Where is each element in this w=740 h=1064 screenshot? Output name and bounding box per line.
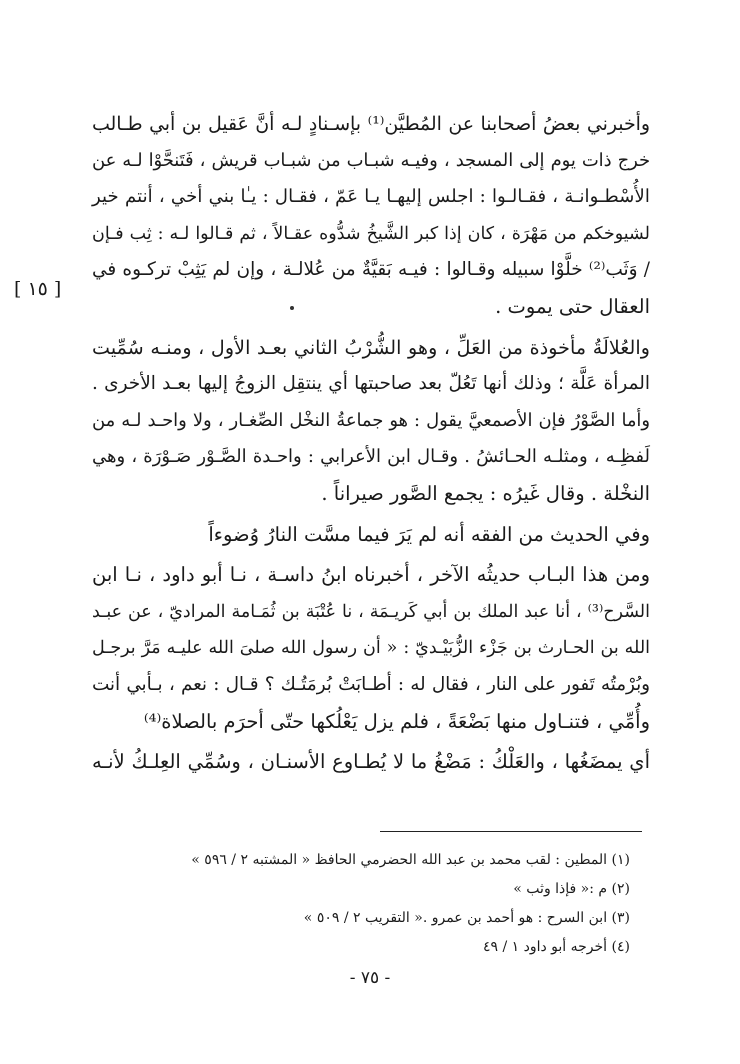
text-line: وفي الحديث من الفقه أنه لم يَرَ فيما مسَّت النارُ وُضوءاً <box>208 522 650 546</box>
footnote-3: (٣) ابن السرح : هو أحمد بن عمرو .« التقريب ٢ / ٥٠٩ » <box>303 910 630 926</box>
main-text <box>92 106 650 781</box>
footnote-separator <box>380 831 642 832</box>
text-line: الله بن الحـارث بن جَزْء الزُّبَيْـديّ : « أن رسول الله صلىَ الله عليـه مَرَّ برجـل <box>92 638 650 659</box>
paragraph-ulala <box>92 330 650 513</box>
text-line: وبُرْمتُه تَفور على النار ، فقال له : أطـابَتْ بُرمَتُـك ؟ قـال : نعم ، بـأبي أنت <box>92 673 650 695</box>
text-line: السَّرح⁽³⁾ ، أنا عبد الملك بن أبي كَريـمَة ، نا عُتْبَة بن ثُمَـامة المراديّ ، عن عبـد <box>92 601 650 622</box>
text-line: خرج ذات يوم إلى المسجد ، وفيـه شبـاب من شبـاب قريش ، فَتَنحَّوْا لـه عن <box>92 149 650 171</box>
footnote-2: (٢) م :« فإذا وثب » <box>513 881 630 897</box>
footnote-4: (٤) أخرجه أبو داود ١ / ٤٩ <box>482 939 630 955</box>
text-line: لَفظِـه ، ومثلـه الحـائشُ . وقـال ابن الأعرابي : واحـدة الصَّـوْر صَـوْرَة ، وهي <box>92 446 650 468</box>
text-line: الأُسْطـوانـة ، فقـالـوا : اجلس إليهـا يـا عَمّ ، فقـال : يـٰا بني أخي ، أنتم خير <box>92 186 650 208</box>
text-line: المرأة عَلَّة ؛ وذلك أنها تَعُلّ بعد صاحبتها أي ينتقِل الزوجُ إليها بعـد الأخرى . <box>92 373 650 395</box>
footnote-1: (١) المطين : لقب محمد بن عبد الله الحضرمي الحافظ « المشتبه ٢ / ٥٩٦ » <box>191 852 630 868</box>
paragraph-aqil-story <box>92 106 650 326</box>
text-line: / وَثَب⁽²⁾ خلَّوْا سبيله وقـالوا : فيـه بَقيَّةٌ من عُلالـة ، وإن لم يَثِبْ تركـوه في <box>92 259 650 281</box>
text-line: وأُمِّي ، فتنـاول منها بَضْعَةً ، فلم يزل يَعْلُكها حتّى أحرَم بالصلاة⁽⁴⁾ <box>143 709 650 733</box>
text-line: أي يمضَغُها ، والعَلْكُ : مَضْغُ ما لا يُطـاوع الأسنـان ، وسُمِّي العِلـكُ لأنـه <box>92 750 650 774</box>
text-line: وأخبرني بعضُ أصحابنا عن المُطيَّن⁽¹⁾ بإسـنادٍ لـه أنَّ عَقيل بن أبي طـالب <box>92 113 650 135</box>
text-line: وأما الصَّوْرُ فإن الأصمعيَّ يقول : هو جماعةُ النخْل الصِّغـار ، ولا واحـد لـه من <box>92 409 650 431</box>
paragraph-fiqh <box>92 517 650 554</box>
text-line: والعُلالَةُ مأخوذة من العَلِّ ، وهو الشُّرْبُ الثاني بعـد الأول ، ومنـه سُمِّيت <box>92 335 650 359</box>
text-line: ومن هذا البـاب حديثُه الآخر ، أخبرناه ابنُ داسـة ، نـا أبو داود ، نـا ابن <box>92 563 650 587</box>
paragraph-hadith <box>92 557 650 740</box>
text-line: العقال حتى يموت . <box>495 294 650 318</box>
text-line: لشيوخكم من مَهْرَة ، كان إذا كبر الشَّيخُ شدُّوه عقـالاً ، ثم قـالوا لـه : ثِب فـإن <box>92 223 650 244</box>
paragraph-alk <box>92 744 650 781</box>
margin-page-reference: [ ١٥ ] <box>14 278 62 300</box>
page-number: - ٧٥ - <box>349 968 391 988</box>
text-line: النخْلة . وقال غَيرُه : يجمع الصَّور صيراناً . <box>321 481 650 505</box>
footnotes <box>92 846 630 962</box>
